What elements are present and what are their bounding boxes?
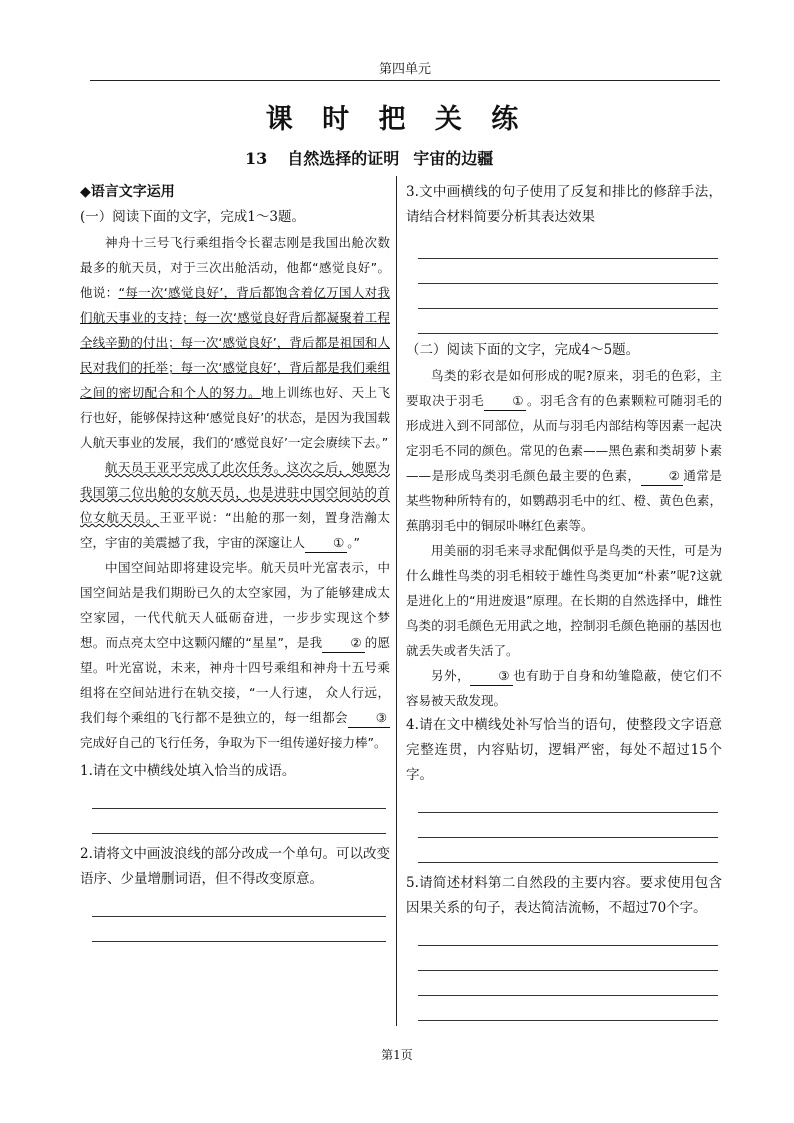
answer-line[interactable] <box>418 813 718 838</box>
part1-heading: (一）阅读下面的文字，完成1～3题。 <box>80 209 305 225</box>
passage2-text: 。羽毛含有的色素颗粒可随羽毛的形成进入到不同部位，从而与羽毛内部结构等因素一起决定羽毛不同的颜色。常见的色素——黑色素和类胡萝卜素——是形成鸟类羽毛颜色最主要的色素， <box>406 393 722 483</box>
blank-3[interactable]: ③ <box>348 709 390 728</box>
passage1-text: 中国空间站即将建设完毕。航天员叶光富表示，中国空间站是我们期盼已久的太空家园，为了能够建成太空家园，一代代航天人砥砺奋进，一步步实现这个梦想。而点亮太空中这颗闪耀的“星星”，是我 <box>80 560 390 650</box>
passage1-text: 神舟十三号飞行乘组指令长翟志刚是我国出舱次数最多的航天员，对于三次出舱活动，他都“感觉良好”。他说： <box>80 235 390 300</box>
left-column <box>80 180 390 942</box>
lesson-title-1: 自然选择的证明 <box>287 149 400 168</box>
lesson-number: 13 <box>245 149 268 168</box>
answer-line[interactable] <box>418 921 718 946</box>
passage1-text: 。” <box>347 535 360 550</box>
answer-line[interactable] <box>418 996 718 1021</box>
page-title: 课 时 把 关 练 <box>265 104 529 135</box>
passage2-text: 鸟类的彩衣是如何形成的呢?原来，羽毛的色彩，主要取决于羽毛 <box>406 368 722 408</box>
answer-line[interactable] <box>92 809 386 834</box>
lesson-title-2: 宇宙的边疆 <box>413 149 494 168</box>
right-column <box>406 180 722 1021</box>
question-5: 5.请简述材料第二自然段的主要内容。要求使用包含因果关系的句子，表达简洁流畅，不超过70个字。 <box>406 875 722 916</box>
passage2-text: 通常是某些物种所特有的，如鹦鹉羽毛中的红、橙、黄色色素，蕉鹃羽毛中的铜尿卟啉红色素等。 <box>406 468 722 533</box>
passage1-text: 地上训练也好、天上飞行也好，能够保持这种‘感觉良好’的状态，是因为我国载人航天事业的发展，我们的‘感觉良好’一定会赓续下去。” <box>80 385 390 450</box>
passage1-paragraph-3 <box>80 555 390 755</box>
answer-line[interactable] <box>92 892 386 917</box>
passage2-text: 也有助于自身和幼雏隐蔽，使它们不容易被天敌发现。 <box>406 668 722 708</box>
header-rule <box>90 80 720 81</box>
passage2-text: 另外， <box>431 668 471 683</box>
blank-4-2[interactable]: ② <box>641 467 683 486</box>
answer-line[interactable] <box>418 838 718 863</box>
question-1: 1.请在文中横线处填入恰当的成语。 <box>80 763 296 779</box>
answer-line[interactable] <box>418 946 718 971</box>
question-2: 2.请将文中画波浪线的部分改成一个单句。可以改变语序、少量增删词语，但不得改变原意。 <box>80 846 390 887</box>
blank-4-1[interactable]: ① <box>484 392 526 411</box>
answer-line[interactable] <box>92 784 386 809</box>
lesson-subtitle <box>245 146 493 169</box>
blank-4-3[interactable]: ③ <box>470 667 512 686</box>
answer-line[interactable] <box>418 309 718 334</box>
passage1-text: 完成好自己的飞行任务，争取为下一组传递好接力棒”。 <box>80 735 387 750</box>
section-title: ◆语言文字运用 <box>80 184 175 200</box>
answer-line[interactable] <box>418 234 718 259</box>
question-4: 4.请在文中横线处补写恰当的语句，使整段文字语意完整连贯，内容贴切，逻辑严密，每处不超过15个字。 <box>406 717 722 783</box>
passage1-paragraph-1 <box>80 230 390 455</box>
underlined-sentence: “每一次‘感觉良好’，背后都饱含着亿万国人对我们航天事业的支持；每一次‘感觉良好背后都凝聚着工程全线辛勤的付出；每一次‘感觉良好’，背后都是祖国和人民对我们的托举；每一次‘感觉良好’，背后都是我们乘组之间的密切配合和个人的努力。 <box>80 285 390 400</box>
question-3: 3.文中画横线的句子使用了反复和排比的修辞手法，请结合材料简要分析其表达效果 <box>406 184 722 225</box>
column-divider <box>396 176 397 1026</box>
passage2-paragraph-3 <box>406 663 722 713</box>
answer-line[interactable] <box>92 917 386 942</box>
blank-1[interactable]: ① <box>305 534 347 553</box>
part2-heading: （二）阅读下面的文字，完成4～5题。 <box>406 342 640 358</box>
wavy-underlined-text: 航天员王亚平完成了此次任务。这次之后，她愿为我国第二位出舱的女航天员，也是进驻中国空间站的首位女航天员。 <box>80 460 390 525</box>
answer-line[interactable] <box>418 971 718 996</box>
passage2-paragraph-2: 用美丽的羽毛来寻求配偶似乎是鸟类的天性，可是为什么雌性鸟类的羽毛相较于雄性鸟类更加“朴素”呢?这就是进化上的“用进废退”原理。在长期的自然选择中，雌性鸟类的羽毛颜色无用武之地，控制羽毛颜色艳丽的基因也就丢失或者失活了。 <box>406 543 722 658</box>
passage1-text: 王亚平说：“出舱的那一刻，置身浩瀚太空，宇宙的美震撼了我，宇宙的深邃让人 <box>80 510 390 550</box>
unit-header: 第四单元 <box>378 62 431 77</box>
passage1-paragraph-2 <box>80 455 390 555</box>
blank-2[interactable]: ② <box>322 634 364 653</box>
answer-line[interactable] <box>418 259 718 284</box>
passage1-text: 的愿望。叶光富说，未来，神舟十四号乘组和神舟十五号乘组将在空间站进行在轨交接，“一人行速， 众人行远，我们每个乘组的飞行都不是独立的，每一组都会 <box>80 635 390 725</box>
page-number: 第1页 <box>381 1048 413 1062</box>
answer-line[interactable] <box>418 788 718 813</box>
answer-line[interactable] <box>418 284 718 309</box>
passage2-paragraph-1 <box>406 363 722 538</box>
